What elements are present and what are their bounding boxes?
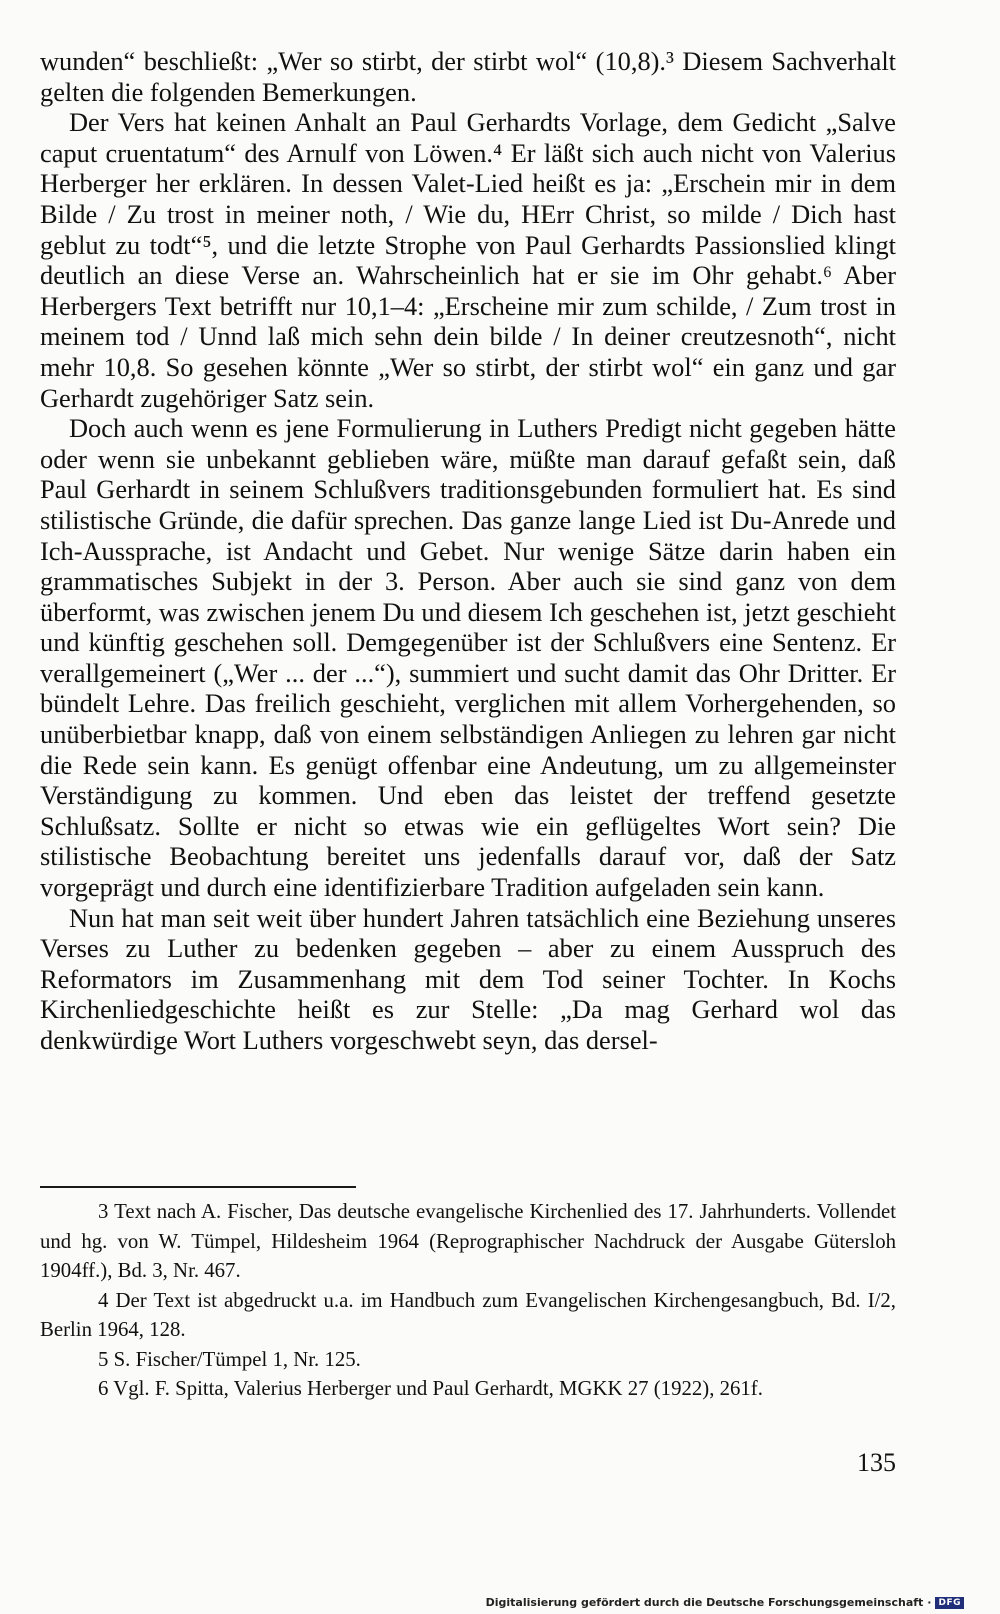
footnote-number: 5 [98, 1347, 109, 1371]
footnote-text: Der Text ist abgedruckt u.a. im Handbuch zum Evangelischen Kirchengesangbuch, Bd. I/2, Berlin 1964, 128. [40, 1288, 896, 1341]
dfg-logo-icon: DFG [935, 1597, 964, 1609]
credit-text: Digitalisierung gefördert durch die Deutsche Forschungsgemeinschaft [485, 1596, 924, 1609]
digitization-credit [486, 1596, 964, 1609]
footnotes [40, 1197, 896, 1404]
footnote [40, 1374, 896, 1404]
footnote [40, 1197, 896, 1286]
footnote-number: 6 [98, 1377, 109, 1400]
footnote-text: S. Fischer/Tümpel 1, Nr. 125. [113, 1347, 361, 1371]
body-text [40, 46, 896, 1056]
page-number: 135 [857, 1448, 896, 1477]
paragraph: wunden“ beschließt: „Wer so stirbt, der stirbt wol“ (10,8).³ Diesem Sachverhalt gelten die folgenden Bemerkungen. [40, 46, 896, 107]
paragraph: Doch auch wenn es jene Formulierung in Luthers Predigt nicht gegeben hätte oder wenn sie unbekannt geblieben wäre, müßte man darauf gefaßt sein, daß Paul Gerhardt in seinem Schlußvers traditionsgebunden formuliert hat. Es sind stilistische Gründe, die dafür sprechen. Das ganze lange Lied ist Du-Anrede und Ich-Aussprache, ist Andacht und Gebet. Nur wenige Sätze darin haben ein grammatisches Subjekt in der 3. Person. Aber auch sie sind ganz von dem überformt, was zwischen jenem Du und diesem Ich geschehen ist, jetzt geschieht und künftig geschehen soll. Demgegenüber ist der Schlußvers eine Sentenz. Er verallgemeinert („Wer ... der ...“), summiert und sucht damit das Ohr Dritter. Er bündelt Lehre. Das freilich geschieht, verglichen mit allem Vorhergehenden, so unüberbietbar knapp, daß von einem selbständigen Anliegen zu lehren gar nicht die Rede sein kann. Es genügt offenbar eine Andeutung, um zu allgemeinster Verständigung zu kommen. Und eben das leistet der treffend gesetzte Schlußsatz. Sollte er nicht so etwas wie ein geflügeltes Wort sein? Die stilistische Beobachtung bereitet uns jedenfalls darauf vor, daß der Satz vorgeprägt und durch eine identifizierbare Tradition aufgeladen sein kann. [40, 413, 896, 903]
footnote [40, 1345, 896, 1375]
footnote-divider [40, 1186, 356, 1188]
separator: · [927, 1596, 932, 1609]
footnote-number: 4 [98, 1288, 109, 1312]
paragraph: Nun hat man seit weit über hundert Jahren tatsächlich eine Beziehung unseres Verses zu Luther zu bedenken gegeben – aber zu einem Ausspruch des Reformators im Zusammenhang mit dem Tod seiner Tochter. In Kochs Kirchenliedgeschichte heißt es zur Stelle: „Da mag Gerhard wol das denkwürdige Wort Luthers vorgeschwebt seyn, das dersel- [40, 902, 896, 1055]
footnote-text: Text nach A. Fischer, Das deutsche evangelische Kirchenlied des 17. Jahrhunderts. Vollendet und hg. von W. Tümpel, Hildesheim 1964 (Reprographischer Nachdruck der Ausgabe Gütersloh 1904ff.), Bd. 3, Nr. 467. [40, 1200, 897, 1282]
footnote-number: 3 [98, 1200, 109, 1223]
footnote-text: Vgl. F. Spitta, Valerius Herberger und Paul Gerhardt, MGKK 27 (1922), 261f. [113, 1377, 763, 1400]
paragraph: Der Vers hat keinen Anhalt an Paul Gerhardts Vorlage, dem Gedicht „Salve caput cruentatum“ des Arnulf von Löwen.⁴ Er läßt sich auch nicht von Valerius Herberger her erklären. In dessen Valet-Lied heißt es ja: „Erschein mir in dem Bilde / Zu trost in meiner noth, / Wie du, HErr Christ, so milde / Dich hast geblut zu todt“⁵, und die letzte Strophe von Paul Gerhardts Passionslied klingt deutlich an diese Verse an. Wahrscheinlich hat er sie im Ohr gehabt.⁶ Aber Herbergers Text betrifft nur 10,1–4: „Erscheine mir zum schilde, / Zum trost in meinem tod / Unnd laß mich sehn dein bilde / In deiner creutzesnoth“, nicht mehr 10,8. So gesehen könnte „Wer so stirbt, der stirbt wol“ ein ganz und gar Gerhardt zugehöriger Satz sein. [40, 107, 896, 413]
footnote [40, 1286, 896, 1345]
